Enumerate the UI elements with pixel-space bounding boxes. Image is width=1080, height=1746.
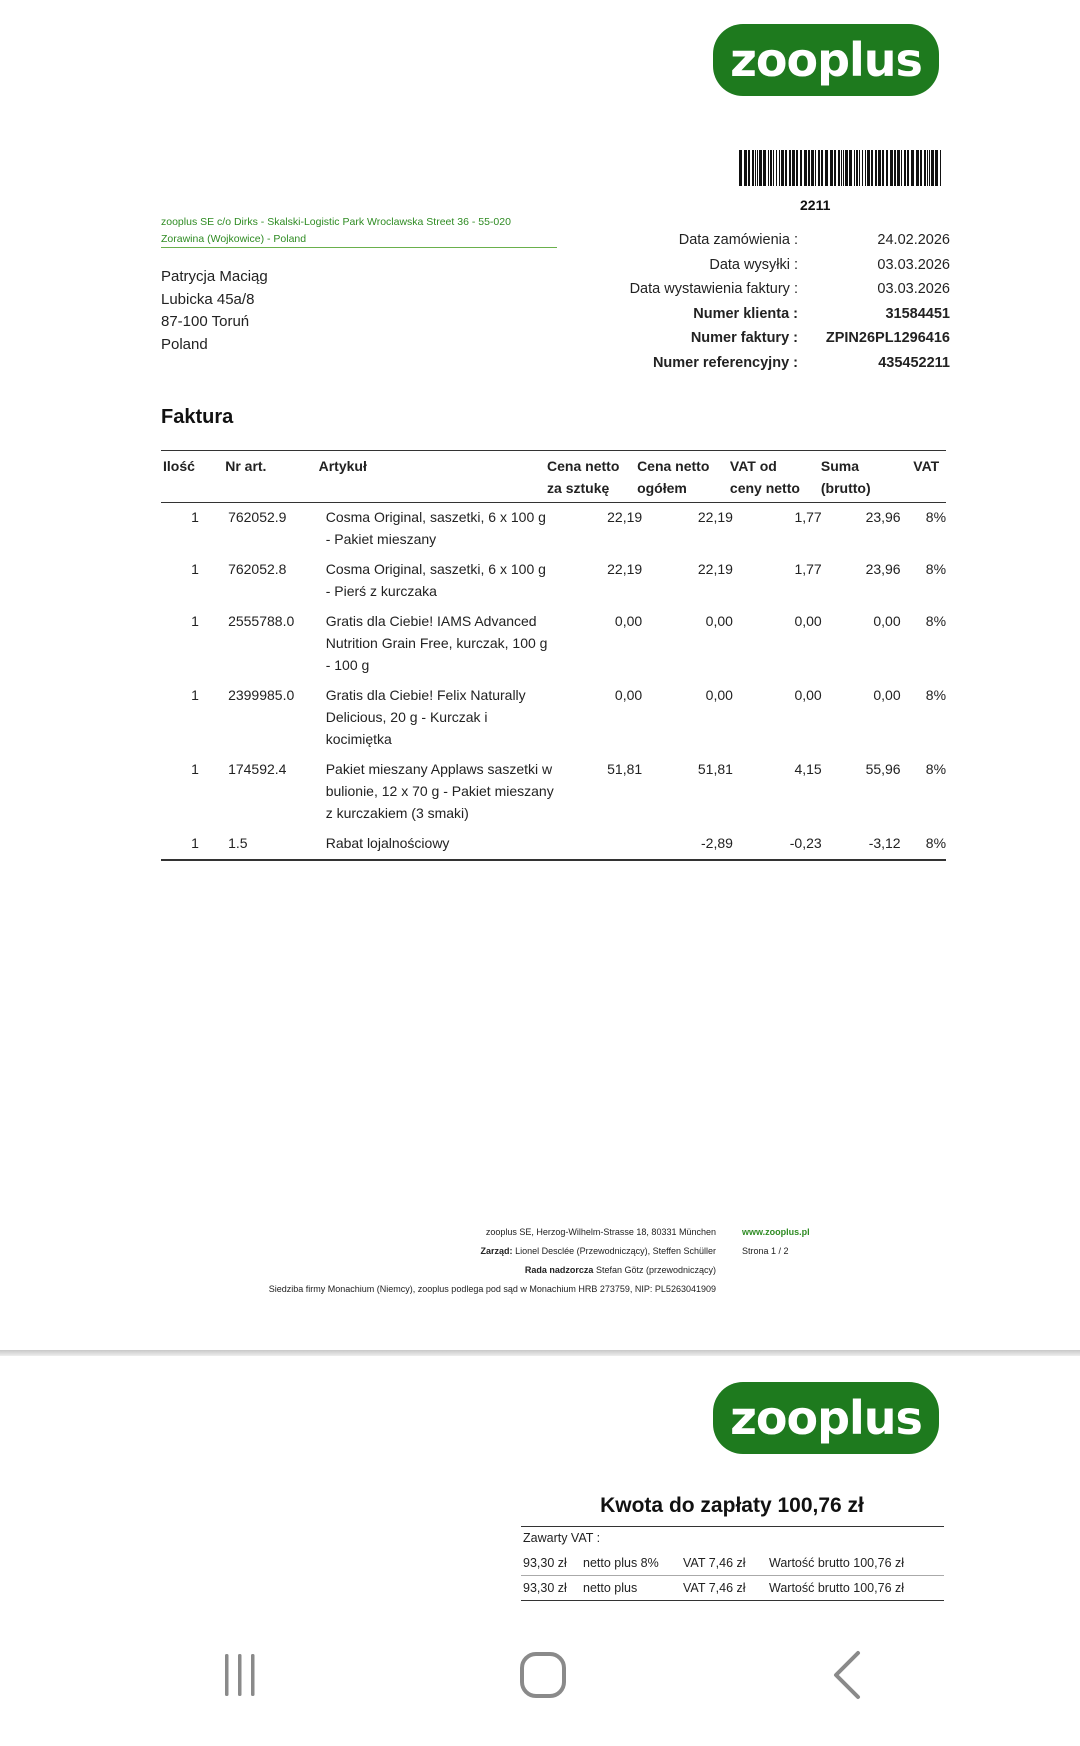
recipient-city: 87-100 Toruń — [161, 313, 250, 330]
meta-row — [530, 277, 950, 302]
barcode-bar — [755, 150, 756, 186]
barcode-bar — [838, 150, 840, 186]
cell-qty: 1 — [191, 613, 199, 629]
cell-art: 174592.4 — [228, 761, 287, 777]
barcode-bar — [789, 150, 791, 186]
cell-name: Cosma Original, saszetki, 6 x 100 g - Pakiet mieszany — [325, 509, 546, 547]
footer-board-label: Zarząd: — [480, 1246, 513, 1256]
header-unit-line2: za sztukę — [547, 480, 610, 496]
meta-label: Numer referencyjny : — [652, 354, 798, 371]
header-net-line2: ogółem — [637, 480, 687, 496]
home-icon — [518, 1650, 568, 1700]
barcode-bar — [859, 150, 860, 186]
cell-rate: 8% — [925, 613, 947, 629]
header-unit-price — [541, 455, 631, 499]
barcode-bar — [940, 150, 941, 186]
cell-qty: 1 — [191, 561, 199, 577]
header-vat-line2: ceny netto — [729, 480, 800, 496]
vat-amount: VAT 7,46 zł — [683, 1581, 746, 1595]
zooplus-logo — [713, 24, 939, 96]
logo-text-page2: zooplus — [730, 1391, 922, 1445]
table-row — [161, 607, 946, 681]
sender-line-2: Zorawina (Wojkowice) - Poland — [161, 233, 307, 245]
table-row — [161, 681, 946, 755]
table-bottom-rule — [161, 859, 946, 861]
header-sum-line1: Suma — [820, 458, 860, 474]
meta-value: 03.03.2026 — [877, 281, 950, 298]
cell-unit-price — [558, 832, 646, 854]
barcode-bar — [815, 150, 816, 186]
header-unit-line1: Cena netto — [547, 458, 620, 474]
barcode-bar — [808, 150, 810, 186]
cell-unit-price: 22,19 — [607, 509, 643, 525]
barcode-bar — [920, 150, 922, 186]
cell-name: Gratis dla Ciebie! Felix Naturally Delicious, 20 g - Kurczak i kocimiętka — [325, 687, 526, 747]
barcode-bar — [929, 150, 930, 186]
barcode-bar — [882, 150, 884, 186]
header-art: Nr art. — [225, 458, 267, 474]
footer-registry: Siedziba firmy Monachium (Niemcy), zooplus podlega pod sąd w Monachium HRB 273759, NIP: PL5263041909 — [268, 1284, 716, 1294]
cell-rate: 8% — [925, 561, 947, 577]
meta-value: 03.03.2026 — [877, 256, 950, 273]
website-link[interactable]: www.zooplus.pl — [742, 1227, 810, 1237]
cell-net-total: 0,00 — [705, 687, 733, 703]
barcode-bar — [752, 150, 754, 186]
header-rate: VAT — [913, 458, 940, 474]
barcode-bar — [811, 150, 814, 186]
cell-vat: 0,00 — [794, 613, 822, 629]
meta-value: 435452211 — [878, 354, 950, 371]
footer-supervisory — [150, 1261, 716, 1280]
cell-vat: -0,23 — [789, 835, 822, 851]
home-button[interactable] — [513, 1645, 573, 1705]
barcode-bar — [825, 150, 828, 186]
sender-address — [161, 214, 556, 248]
barcode-bar — [871, 150, 873, 186]
cell-rate: 8% — [925, 687, 947, 703]
barcode-bar — [927, 150, 928, 186]
cell-vat: 4,15 — [794, 761, 822, 777]
barcode-bar — [800, 150, 802, 186]
footer-board — [150, 1242, 716, 1261]
barcode-bar — [757, 150, 758, 186]
cell-rate: 8% — [925, 509, 947, 525]
page-number: Strona 1 / 2 — [742, 1246, 789, 1256]
barcode-bar — [779, 150, 780, 186]
cell-net-total: 51,81 — [697, 761, 733, 777]
recipient-address — [161, 266, 268, 356]
barcode-bar — [763, 150, 766, 186]
barcode-bar — [890, 150, 893, 186]
cell-name: Gratis dla Ciebie! IAMS Advanced Nutrition Grain Free, kurczak, 100 g - 100 g — [325, 613, 548, 673]
barcode-bar — [854, 150, 855, 186]
vat-desc: netto plus — [583, 1581, 638, 1595]
amount-due: Kwota do zapłaty 100,76 zł — [600, 1494, 864, 1517]
meta-value: 31584451 — [885, 305, 950, 322]
barcode-bar — [907, 150, 909, 186]
cell-sum: 55,96 — [865, 761, 901, 777]
barcode-bar — [878, 150, 881, 186]
barcode — [739, 150, 944, 186]
cell-qty: 1 — [191, 835, 199, 851]
cell-net-total: 0,00 — [705, 613, 733, 629]
header-qty: Ilość — [163, 458, 195, 474]
table-row — [161, 555, 946, 607]
cell-name: Cosma Original, saszetki, 6 x 100 g - Pierś z kurczaka — [325, 561, 546, 599]
cell-sum: -3,12 — [868, 835, 901, 851]
barcode-bar — [849, 150, 852, 186]
vat-base: 93,30 zł — [523, 1556, 567, 1570]
meta-row — [530, 351, 950, 376]
invoice-meta — [530, 228, 950, 375]
table-header — [161, 450, 946, 503]
barcode-bar — [865, 150, 866, 186]
page-separator — [0, 1350, 1080, 1356]
gross-value: Wartość brutto 100,76 zł — [769, 1581, 905, 1595]
recent-apps-icon — [216, 1652, 264, 1698]
cell-net-total: 22,19 — [697, 561, 733, 577]
sender-line-1: zooplus SE c/o Dirks - Skalski-Logistic Park Wroclawska Street 36 - 55-020 — [161, 216, 511, 228]
header-vat-line1: VAT od — [729, 458, 777, 474]
recipient-country: Poland — [161, 335, 208, 353]
meta-row — [530, 228, 950, 253]
invoice-title: Faktura — [161, 406, 234, 428]
table-row — [161, 503, 946, 555]
barcode-bar — [781, 150, 784, 186]
recent-apps-button[interactable] — [210, 1645, 270, 1705]
barcode-bar — [821, 150, 823, 186]
meta-label: Data zamówienia : — [678, 232, 798, 249]
barcode-bar — [759, 150, 762, 186]
footer-supervisory-label: Rada nadzorcza — [524, 1265, 594, 1275]
cell-unit-price: 22,19 — [607, 561, 643, 577]
cell-qty: 1 — [191, 687, 199, 703]
barcode-bar — [748, 150, 750, 186]
meta-label: Data wystawienia faktury : — [629, 281, 798, 298]
table-body — [161, 503, 946, 859]
barcode-bar — [856, 150, 858, 186]
barcode-bar — [931, 150, 934, 186]
barcode-bar — [818, 150, 820, 186]
barcode-bar — [886, 150, 888, 186]
barcode-bar — [843, 150, 844, 186]
header-vat — [724, 455, 815, 499]
table-row — [161, 755, 946, 829]
barcode-bar — [785, 150, 787, 186]
barcode-bar — [894, 150, 896, 186]
cell-net-total: 22,19 — [697, 509, 733, 525]
zooplus-logo-page2 — [713, 1382, 939, 1454]
cell-vat: 1,77 — [794, 561, 822, 577]
barcode-bar — [901, 150, 902, 186]
cell-sum: 23,96 — [865, 509, 901, 525]
vat-summary-row — [521, 1551, 944, 1576]
meta-label: Numer klienta : — [693, 305, 798, 322]
barcode-bar — [744, 150, 747, 186]
table-row — [161, 829, 946, 859]
back-icon — [828, 1650, 868, 1700]
cell-vat: 0,00 — [794, 687, 822, 703]
cell-qty: 1 — [191, 761, 199, 777]
vat-summary — [521, 1526, 944, 1601]
footer-right — [742, 1223, 892, 1261]
cell-art: 762052.8 — [228, 561, 287, 577]
cell-vat: 1,77 — [794, 509, 822, 525]
meta-row — [530, 302, 950, 327]
meta-row — [530, 253, 950, 278]
cell-unit-price: 51,81 — [607, 761, 643, 777]
barcode-bar — [841, 150, 842, 186]
barcode-bar — [862, 150, 863, 186]
meta-label: Numer faktury : — [690, 330, 798, 347]
header-name: Artykuł — [318, 458, 367, 474]
cell-sum: 0,00 — [873, 613, 901, 629]
vat-base: 93,30 zł — [523, 1581, 567, 1595]
cell-art: 762052.9 — [228, 509, 287, 525]
vat-amount: VAT 7,46 zł — [683, 1556, 746, 1570]
barcode-bar — [875, 150, 877, 186]
cell-unit-price: 0,00 — [614, 613, 643, 629]
barcode-bar — [739, 150, 742, 186]
barcode-bar — [845, 150, 848, 186]
meta-label: Data wysyłki : — [709, 256, 798, 273]
barcode-bar — [916, 150, 919, 186]
meta-value: 24.02.2026 — [877, 232, 950, 249]
recipient-street: Lubicka 45a/8 — [161, 290, 255, 308]
barcode-bar — [792, 150, 795, 186]
barcode-bar — [830, 150, 833, 186]
cell-unit-price: 0,00 — [614, 687, 643, 703]
header-sum — [815, 455, 897, 499]
cell-art: 2399985.0 — [228, 687, 295, 703]
vat-summary-rows — [521, 1551, 944, 1601]
barcode-bar — [924, 150, 926, 186]
barcode-bar — [911, 150, 914, 186]
header-net-total — [631, 455, 724, 499]
logo-text: zooplus — [730, 33, 922, 87]
barcode-bar — [796, 150, 798, 186]
cell-name: Pakiet mieszany Applaws saszetki w bulionie, 12 x 70 g - Pakiet mieszany z kurczakiem (3 smaki) — [325, 761, 554, 821]
meta-value: ZPIN26PL1296416 — [825, 330, 950, 347]
barcode-bar — [935, 150, 938, 186]
cell-sum: 23,96 — [865, 561, 901, 577]
barcode-bar — [770, 150, 772, 186]
cell-art: 1.5 — [228, 835, 248, 851]
barcode-bar — [776, 150, 777, 186]
footer-board-names: Lionel Desclée (Przewodniczący), Steffen Schüller — [515, 1246, 716, 1256]
vat-summary-row — [521, 1576, 944, 1601]
cell-name: Rabat lojalnościowy — [325, 835, 450, 851]
barcode-bar — [768, 150, 769, 186]
cell-qty: 1 — [191, 509, 199, 525]
back-button[interactable] — [818, 1645, 878, 1705]
barcode-number: 2211 — [800, 197, 831, 213]
cell-art: 2555788.0 — [228, 613, 295, 629]
footer-supervisory-names: Stefan Götz (przewodniczący) — [595, 1265, 716, 1275]
vat-desc: netto plus 8% — [583, 1556, 659, 1570]
meta-row — [530, 326, 950, 351]
recipient-name: Patrycja Maciąg — [161, 268, 268, 285]
sender-divider — [161, 247, 557, 248]
footer-address: zooplus SE, Herzog-Wilhelm-Strasse 18, 80331 München — [485, 1227, 716, 1237]
items-table — [161, 450, 946, 861]
header-net-line1: Cena netto — [637, 458, 710, 474]
cell-rate: 8% — [925, 835, 947, 851]
vat-summary-header: Zawarty VAT : — [521, 1526, 944, 1551]
cell-rate: 8% — [925, 761, 947, 777]
barcode-bar — [773, 150, 774, 186]
header-sum-line2: (brutto) — [820, 480, 871, 496]
barcode-bar — [804, 150, 807, 186]
cell-sum: 0,00 — [873, 687, 901, 703]
gross-value: Wartość brutto 100,76 zł — [769, 1556, 905, 1570]
barcode-bar — [867, 150, 870, 186]
cell-net-total: -2,89 — [701, 835, 733, 851]
barcode-bar — [897, 150, 900, 186]
barcode-bar — [904, 150, 906, 186]
company-footer — [150, 1223, 716, 1299]
barcode-bar — [834, 150, 836, 186]
